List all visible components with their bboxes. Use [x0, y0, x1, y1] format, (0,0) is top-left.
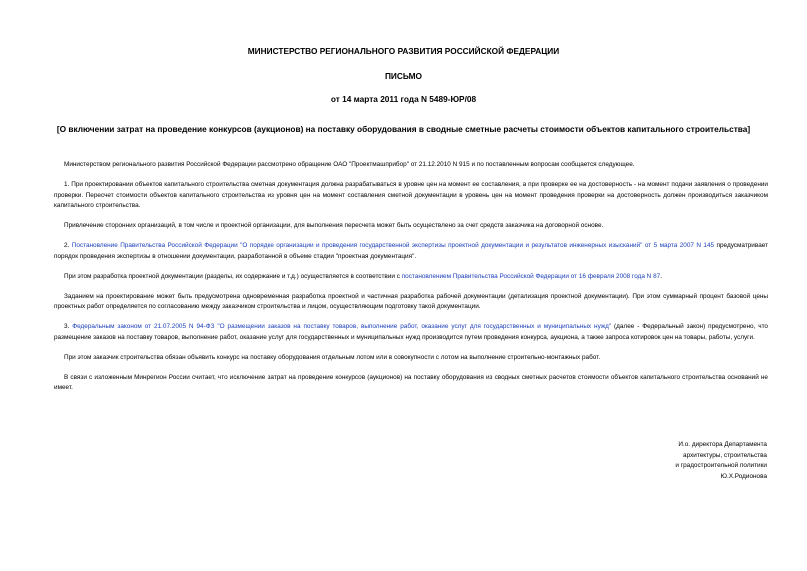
- paragraph-conclusion: В связи с изложенным Минрегион России считает, что исключение затрат на проведение конкурсов (аукционов) на поставку оборудования из сводных сметных расчетов стоимости объектов капитального строительства оснований не имеет.: [54, 373, 768, 391]
- paragraph-project-docs-prefix: При этом разработка проектной документации (разделы, их содержание и т.д.) осуществляется в соответствии с: [64, 272, 402, 280]
- document-body: [54, 160, 768, 403]
- signature-block: [675, 440, 767, 482]
- signature-name: Ю.Х.Родионова: [720, 472, 767, 480]
- paragraph-2-suffix: предусматривает порядок проведения экспертизы в отношении документации, разработанной в объеме стадии "проектная документация".: [54, 242, 769, 260]
- paragraph-intro: Министерством регионального развития Российской Федерации рассмотрено обращение ОАО "Проектмашприбор" от 21.12.2010 N 915 и по поставленным вопросам сообщается следующее.: [64, 161, 635, 168]
- link-federal-law-94fz[interactable]: Федеральным законом от 21.07.2005 N 94-ФЗ "О размещении заказов на поставку товаров, выполнение работ, оказание услуг для государственных и муниципальных нужд": [72, 323, 612, 330]
- paragraph-3-suffix: (далее - Федеральный закон) предусмотрено, что размещение заказов на поставку товаров, выполнение работ, оказание услуг для государственных и муниципальных нужд производится путем проведения конкурса, аукциона, а также запроса котировок цен на товары, работы, услуги.: [54, 323, 768, 341]
- document-type: ПИСЬМО: [384, 71, 423, 81]
- signature-position-line-3: и градостроительной политики: [675, 462, 767, 469]
- signature-position-line-2: архитектуры, строительства: [683, 451, 767, 459]
- paragraph-2: [54, 241, 768, 262]
- paragraph-design-assignment: Заданием на проектирование может быть предусмотрена одновременная разработка проектной и частичная разработка рабочей документации (детализация проектной документации). При этом суммарный процент базовой цены проектных работ определяется по согласованию между заказчиком строительства и лицом, осуществляющим подготовку такой документации.: [54, 292, 768, 310]
- paragraph-3-prefix: 3.: [64, 323, 73, 330]
- signature-position-line-1: И.о. директора Департамента: [678, 441, 767, 448]
- paragraph-2-prefix: 2.: [64, 242, 72, 249]
- ministry-heading: МИНИСТЕРСТВО РЕГИОНАЛЬНОГО РАЗВИТИЯ РОССИЙСКОЙ ФЕДЕРАЦИИ: [247, 46, 560, 56]
- link-government-decree-145[interactable]: Постановление Правительства Российской Федерации "О порядке организации и проведения государственной экспертизы проектной документации и результатов инженерных изысканий" от 5 марта 2007 N 145: [71, 242, 715, 249]
- document-title: [О включении затрат на проведение конкурсов (аукционов) на поставку оборудования в сводные сметные расчеты стоимости объектов капитального строительства]: [56, 124, 751, 134]
- paragraph-3: [54, 322, 768, 343]
- paragraph-1: 1. При проектировании объектов капитального строительства сметная документация должна разрабатываться в уровне цен на момент ее составления, а при проверке ее на достоверность - на момент подачи заявления о проведении проверки. Пересчет стоимости объектов капитального строительства из уровня цен на момент составления сметной документации в уровень цен на момент проведения проверки на достоверность должен производиться заказчиком капитального строительства.: [54, 181, 768, 209]
- link-government-decree-87[interactable]: постановлением Правительства Российской Федерации от 16 февраля 2008 года N 87: [401, 272, 661, 280]
- document-date-number: от 14 марта 2011 года N 5489-ЮР/08: [330, 94, 477, 104]
- paragraph-tender-obligation: При этом заказчик строительства обязан объявить конкурс на поставку оборудования отдельным лотом или в совокупности с лотом на выполнение строительно-монтажных работ.: [64, 353, 601, 361]
- paragraph-project-docs: [54, 272, 768, 283]
- paragraph-project-docs-suffix: .: [660, 272, 662, 280]
- paragraph-third-parties: Привлечение сторонних организаций, в том числе и проектной организации, для выполнения пересчета может быть осуществлено за счет средств заказчика на договорной основе.: [64, 222, 604, 229]
